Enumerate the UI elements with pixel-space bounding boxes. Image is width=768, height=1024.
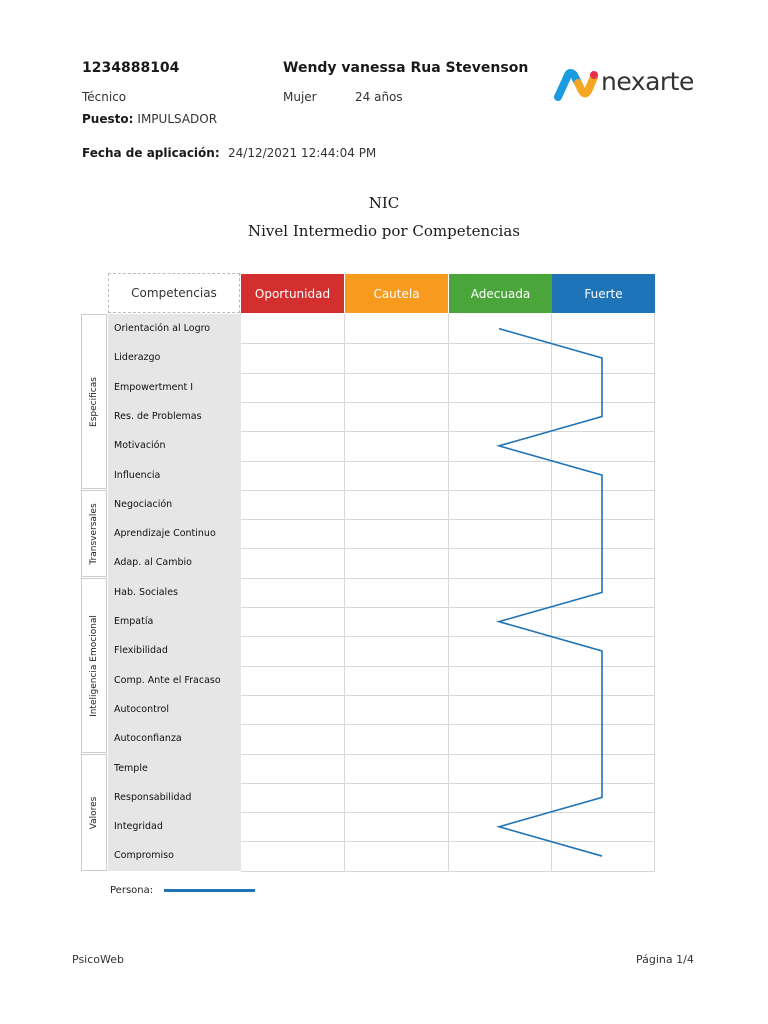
fecha-label: Fecha de aplicación: — [82, 146, 220, 160]
competencies-header: Competencias — [108, 273, 240, 313]
puesto-field — [82, 112, 217, 126]
report-title: NIC — [368, 194, 400, 212]
competency-label: Temple — [114, 762, 148, 774]
group-label: Valores — [89, 796, 99, 829]
legend-label: Persona: — [110, 885, 154, 896]
fecha-value: 24/12/2021 12:44:04 PM — [228, 146, 377, 160]
report-subtitle: Nivel Intermedio por Competencias — [248, 222, 520, 240]
group-label: Especificas — [89, 376, 99, 427]
level-header-adecuada: Adecuada — [449, 274, 552, 313]
competency-label: Hab. Sociales — [114, 586, 178, 598]
group-especificas — [81, 314, 107, 489]
competency-label: Integridad — [114, 821, 163, 833]
competency-label: Flexibilidad — [114, 645, 168, 657]
grid-line-vertical — [448, 314, 449, 871]
competency-label: Autocontrol — [114, 703, 169, 715]
competency-label: Compromiso — [114, 850, 174, 862]
group-label: Inteligencia Emocional — [89, 614, 99, 717]
competency-label: Res. de Problemas — [114, 410, 202, 422]
footer-page-number: Página 1/4 — [636, 953, 694, 966]
group-valores — [81, 754, 107, 871]
person-sex: Mujer — [283, 90, 317, 104]
grid-line-vertical — [551, 314, 552, 871]
competency-label: Aprendizaje Continuo — [114, 528, 216, 540]
nexarte-logo-mark-icon — [554, 67, 600, 101]
competency-label: Liderazgo — [114, 352, 161, 364]
puesto-label: Puesto: — [82, 112, 134, 126]
competency-label: Autoconfianza — [114, 733, 182, 745]
footer-app-name: PsicoWeb — [72, 953, 124, 966]
document-id: 1234888104 — [82, 60, 180, 76]
competency-label: Orientación al Logro — [114, 323, 211, 334]
competency-label: Motivación — [114, 440, 166, 452]
competency-label: Adap. al Cambio — [114, 557, 192, 569]
level-header-oportunidad: Oportunidad — [241, 274, 344, 313]
puesto-value: IMPULSADOR — [137, 112, 218, 126]
competency-label: Comp. Ante el Fracaso — [114, 674, 221, 686]
legend-line-persona — [164, 889, 255, 892]
grid-line-vertical — [344, 314, 345, 871]
group-label: Transversales — [89, 502, 99, 565]
group-inteligencia-emocional — [81, 578, 107, 753]
competency-label: Empatía — [114, 616, 154, 627]
nexarte-logo — [554, 66, 704, 102]
level-header-cautela: Cautela — [345, 274, 448, 313]
person-role: Técnico — [82, 90, 127, 104]
logo-text: nexarte — [601, 67, 694, 96]
group-transversales — [81, 490, 107, 577]
competency-label: Negociación — [114, 498, 173, 510]
person-age: 24 años — [355, 90, 403, 104]
competency-label: Influencia — [114, 469, 161, 481]
person-name: Wendy vanessa Rua Stevenson — [283, 60, 529, 76]
competency-label: Empowertment I — [114, 381, 194, 393]
grid-line-vertical — [654, 314, 655, 871]
level-header-fuerte: Fuerte — [552, 274, 655, 313]
competency-label: Responsabilidad — [114, 791, 192, 803]
